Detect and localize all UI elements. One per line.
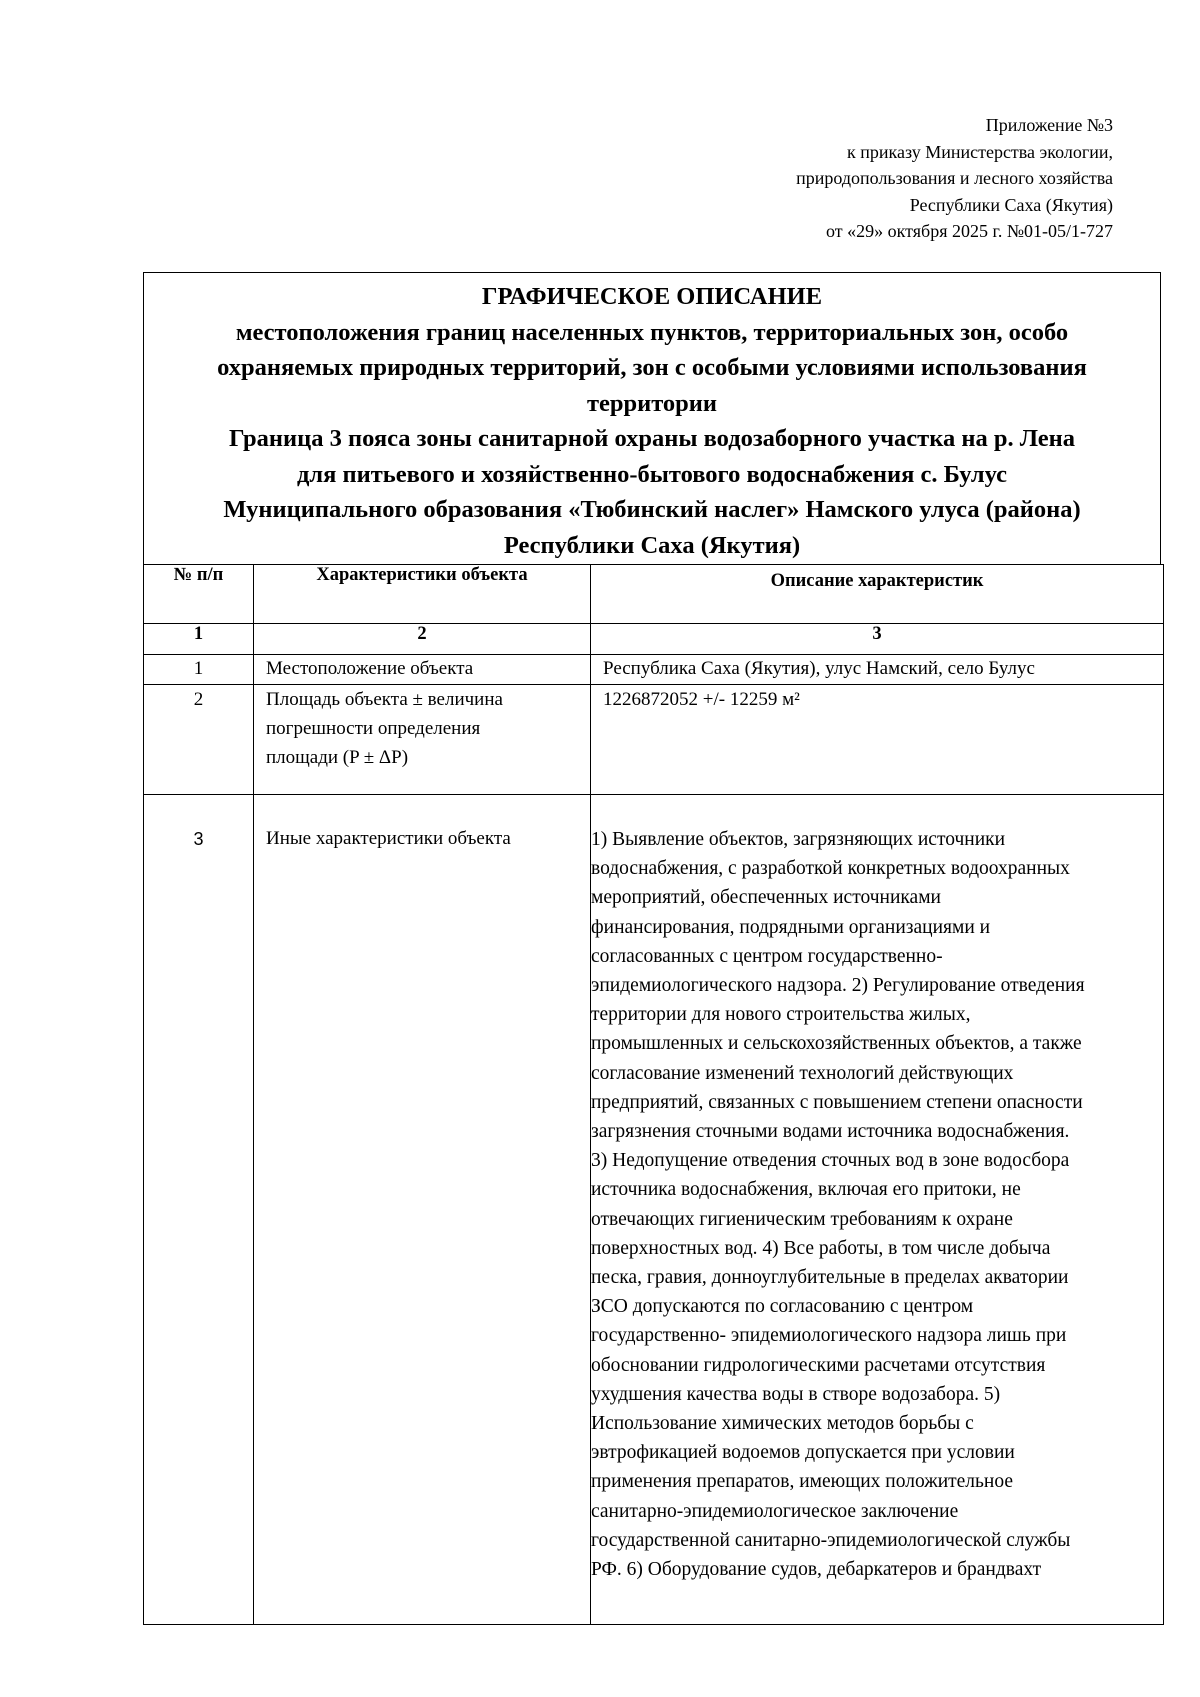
description-line: эпидемиологического надзора. 2) Регулирование отведения [591, 975, 1085, 997]
row-description: Республика Саха (Якутия), улус Намский, село Булус [591, 655, 1164, 685]
column-number: 3 [591, 624, 1164, 655]
row-number: 2 [144, 685, 254, 795]
appendix-line: природопользования и лесного хозяйства [796, 168, 1113, 188]
column-number: 1 [144, 624, 254, 655]
description-line: источника водоснабжения, включая его притоки, не [591, 1179, 1021, 1201]
title-line: охраняемых природных территорий, зон с особыми условиями использования [217, 354, 1087, 381]
description-line: отвечающих гигиеническим требованиям к охране [591, 1208, 1013, 1230]
description-line: Использование химических методов борьбы с [591, 1413, 974, 1435]
description-line: мероприятий, обеспеченных источниками [591, 887, 941, 909]
column-number-row [144, 624, 1164, 655]
table-row [144, 795, 1164, 1625]
description-line: 1) Выявление объектов, загрязняющих источники [591, 829, 1006, 850]
header-characteristic: Характеристики объекта [254, 565, 591, 624]
row-description [591, 795, 1164, 1625]
description-line: песка, гравия, донноуглубительные в пределах акватории [591, 1267, 1069, 1289]
description-line: государственно- эпидемиологического надзора лишь при [591, 1325, 1067, 1347]
description-line: загрязнения сточными водами источника водоснабжения. [591, 1121, 1070, 1143]
appendix-line: Приложение №3 [985, 115, 1113, 135]
row-description: 1226872052 +/- 12259 м² [591, 685, 1164, 795]
description-line: водоснабжения, с разработкой конкретных водоохранных [591, 858, 1070, 880]
description-line: предприятий, связанных с повышением степени опасности [591, 1091, 1083, 1113]
characteristic-line: Площадь объекта ± величина [266, 689, 503, 710]
characteristic-line: площади (P ± ΔP) [266, 747, 409, 768]
description-line: санитарно-эпидемиологическое заключение [591, 1500, 959, 1522]
title-line: местоположения границ населенных пунктов, территориальных зон, особо [235, 318, 1069, 346]
appendix-header [593, 112, 1113, 245]
header-description: Описание характеристик [591, 565, 1164, 624]
description-line: ЗСО допускаются по согласованию с центром [591, 1296, 974, 1318]
appendix-line: от «29» октября 2025 г. №01-05/1-727 [826, 221, 1113, 241]
title-line: Граница 3 пояса зоны санитарной охраны водозаборного участка на р. Лена [228, 425, 1076, 452]
row-characteristic [254, 685, 591, 795]
header-number: № п/п [144, 565, 254, 624]
row-characteristic: Иные характеристики объекта [254, 795, 591, 1625]
table-row [144, 685, 1164, 795]
title-line: территории [586, 389, 718, 417]
characteristic-line: погрешности определения [266, 718, 481, 739]
document-title [143, 272, 1161, 564]
description-line: применения препаратов, имеющих положительное [591, 1471, 1014, 1493]
title-line: Муниципального образования «Тюбинский наслег» Намского улуса (района) [223, 496, 1081, 523]
characteristics-table [143, 564, 1164, 1625]
appendix-line: к приказу Министерства экологии, [846, 141, 1113, 162]
row-characteristic: Местоположение объекта [254, 655, 591, 685]
description-line: РФ. 6) Оборудование судов, дебаркатеров и брандвахт [591, 1559, 1042, 1581]
description-line: согласованных с центром государственно- [591, 945, 943, 967]
description-line: обосновании гидрологическими расчетами отсутствия [591, 1354, 1046, 1376]
description-line: финансирования, подрядными организациями и [591, 916, 991, 938]
table-row [144, 655, 1164, 685]
row-number: 1 [144, 655, 254, 685]
description-line: территории для нового строительства жилых, [591, 1004, 971, 1026]
table-header-row [144, 565, 1164, 624]
column-number: 2 [254, 624, 591, 655]
appendix-line: Республики Саха (Якутия) [909, 194, 1113, 215]
description-line: эвтрофикацией водоемов допускается при условии [591, 1442, 1015, 1464]
title-line: ГРАФИЧЕСКОЕ ОПИСАНИЕ [481, 283, 823, 310]
row-number: 3 [144, 795, 254, 1625]
description-line: промышленных и сельскохозяйственных объектов, а также [591, 1033, 1082, 1055]
title-line: Республики Саха (Якутия) [503, 531, 801, 559]
description-line: согласование изменений технологий действующих [591, 1062, 1014, 1084]
description-line: ухудшения качества воды в створе водозабора. 5) [591, 1383, 1001, 1405]
description-line: поверхностных вод. 4) Все работы, в том числе добыча [591, 1237, 1051, 1259]
title-line: для питьевого и хозяйственно-бытового водоснабжения с. Булус [297, 460, 1007, 488]
description-line: государственной санитарно-эпидемиологической службы [591, 1529, 1071, 1551]
description-line: 3) Недопущение отведения сточных вод в зоне водосбора [591, 1150, 1070, 1172]
